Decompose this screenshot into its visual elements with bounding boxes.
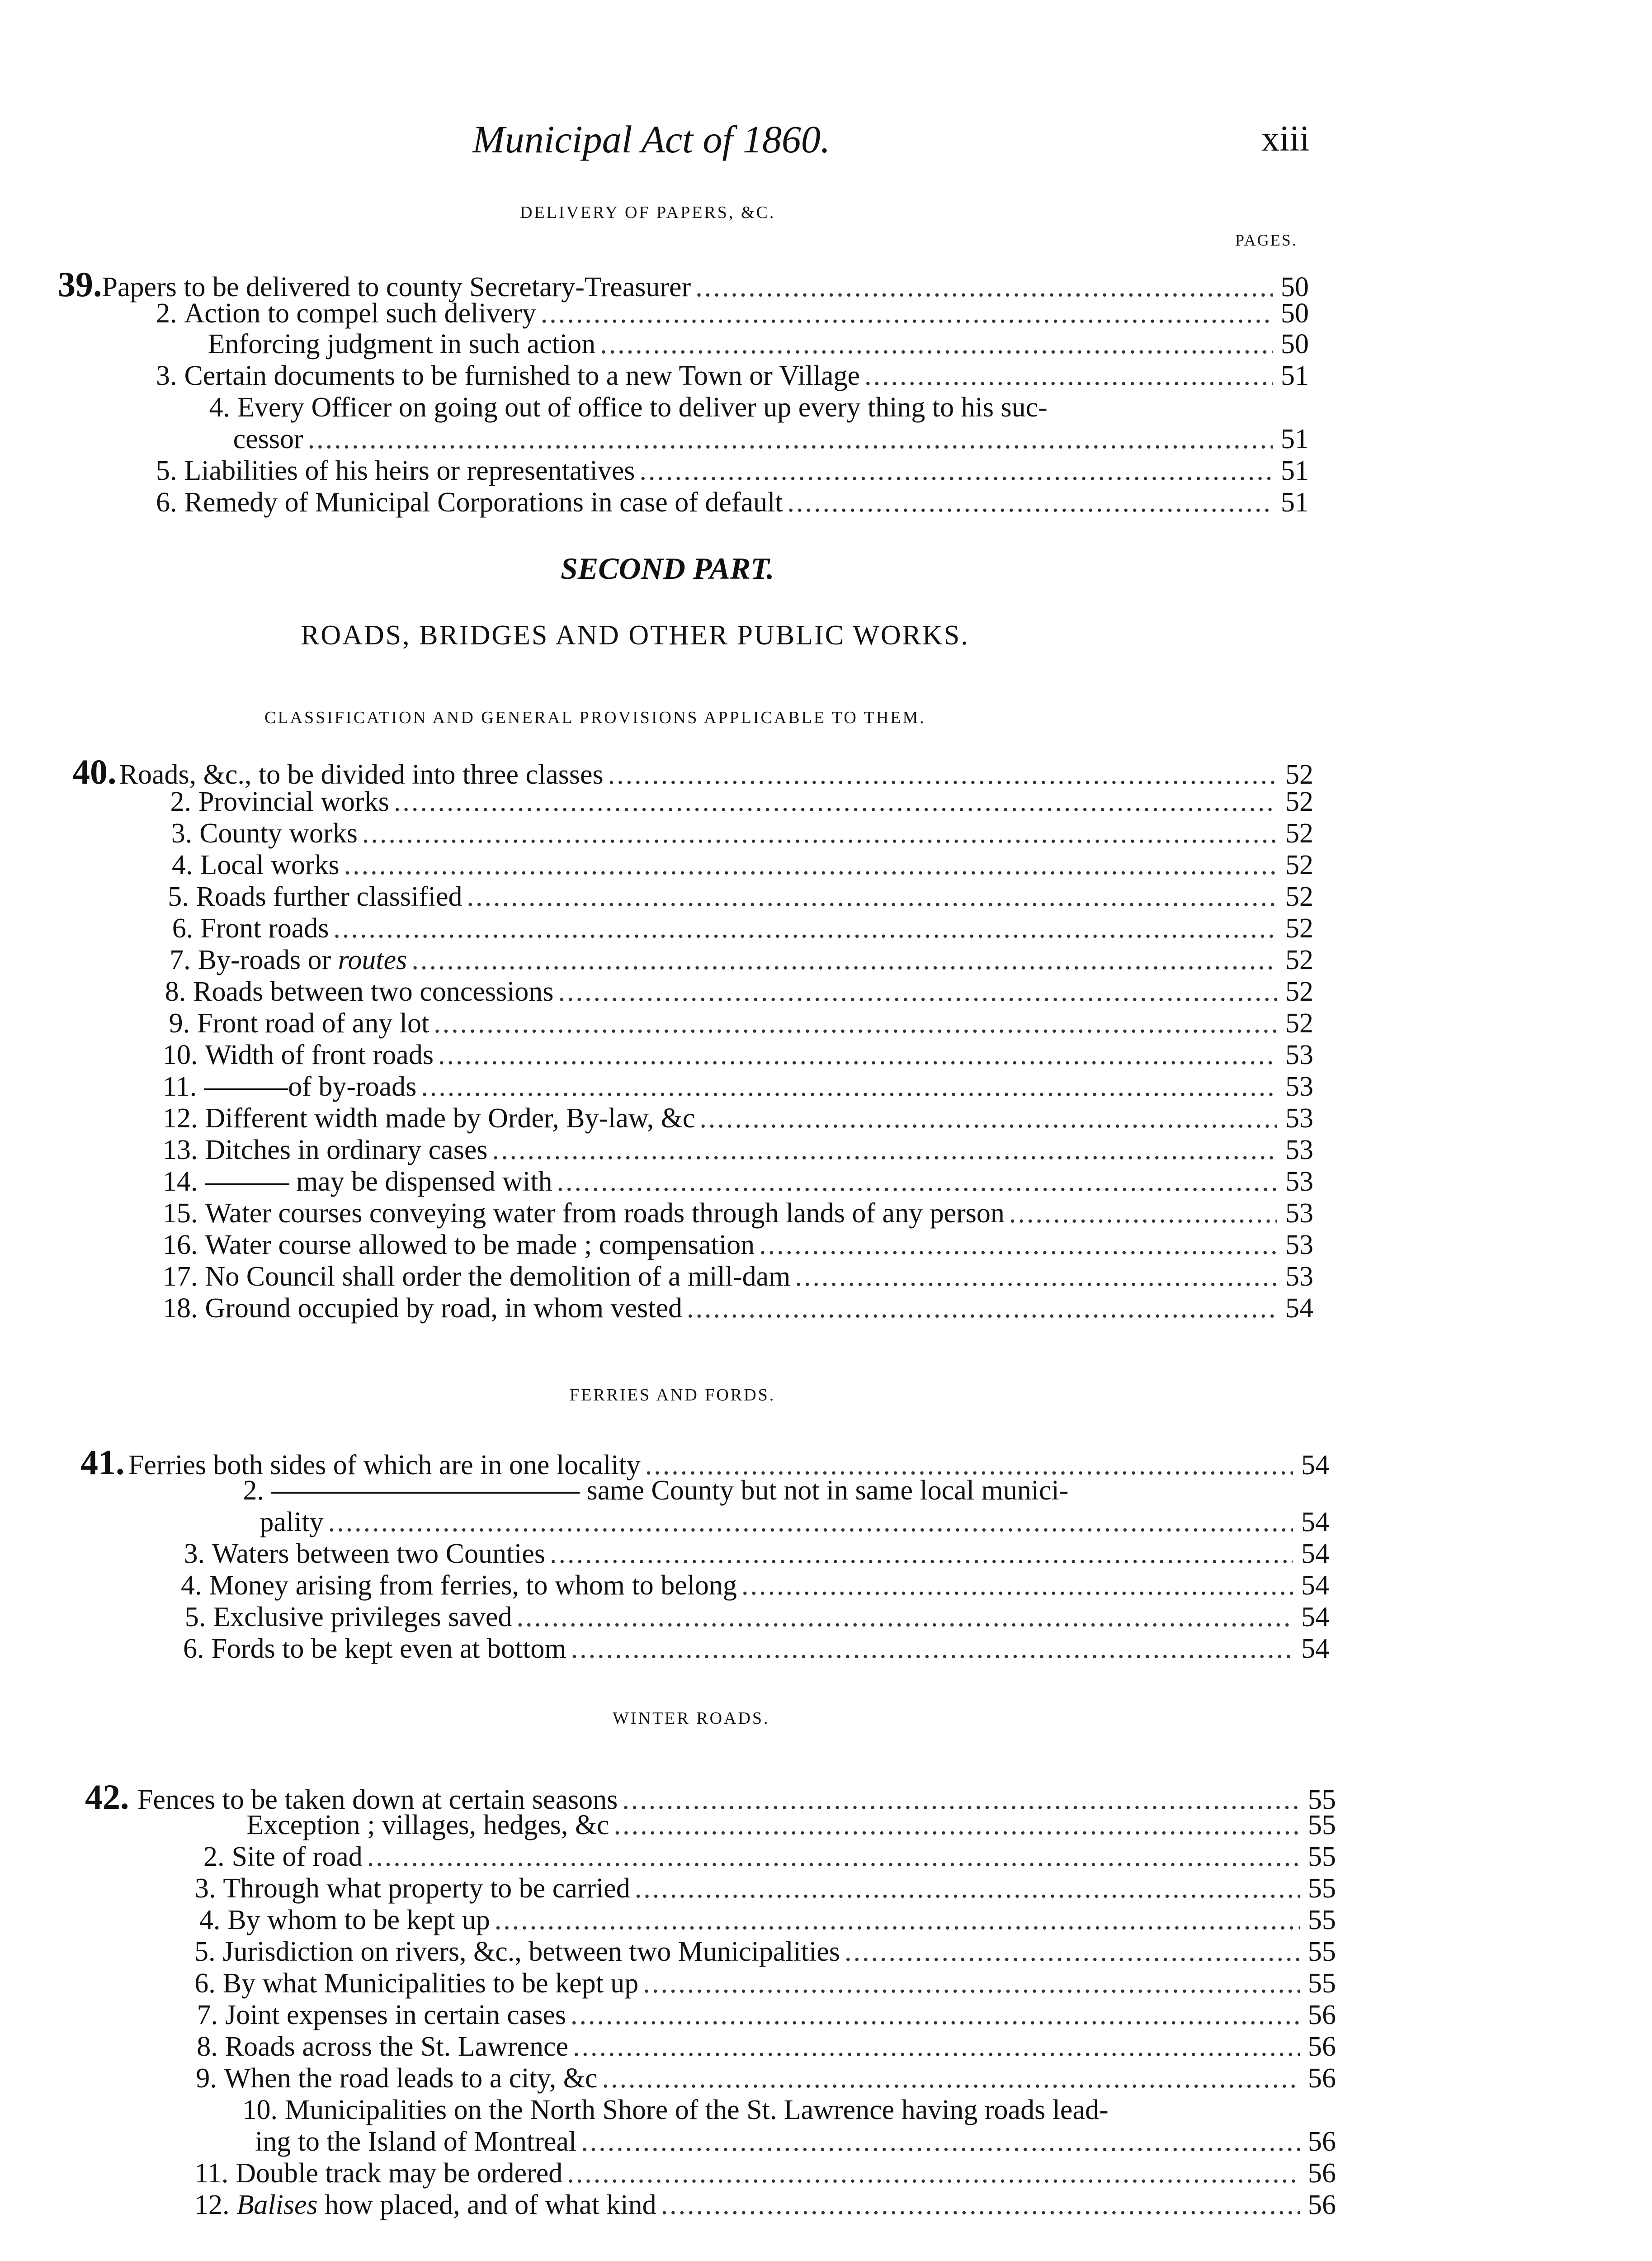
toc-row — [194, 1938, 1336, 1966]
subsection-number: 11. — [194, 2158, 229, 2189]
chapter-title: ROADS, BRIDGES AND OTHER PUBLIC WORKS. — [301, 620, 969, 651]
toc-row — [163, 851, 1313, 879]
leader-dots — [394, 788, 1277, 816]
page-ref: 53 — [1285, 1103, 1313, 1134]
toc-row — [163, 1073, 1313, 1101]
page-ref: 55 — [1308, 1905, 1336, 1935]
subsection-number: 7. — [170, 945, 191, 975]
leader-dots — [608, 761, 1277, 789]
page-ref: 52 — [1285, 1008, 1313, 1039]
section-heading-winter: WINTER ROADS. — [613, 1709, 770, 1728]
page-number: xiii — [1261, 119, 1310, 159]
toc-row — [181, 1508, 1329, 1536]
page-ref: 56 — [1308, 2031, 1336, 2062]
toc-row — [194, 2128, 1336, 2156]
page-ref: 52 — [1285, 945, 1313, 975]
entry-text: Front road of any lot — [197, 1008, 430, 1039]
leader-dots — [614, 1811, 1300, 1839]
leader-dots — [558, 978, 1277, 1006]
leader-dots — [362, 819, 1277, 847]
entry-text: By-roads or routes — [198, 945, 407, 975]
page-ref: 50 — [1281, 329, 1309, 359]
entry-text: Double track may be ordered — [236, 2158, 563, 2189]
toc-row — [163, 914, 1313, 942]
subsection-number: 16. — [163, 1230, 198, 1260]
leader-dots — [467, 883, 1277, 911]
toc-row — [163, 1263, 1313, 1291]
leader-dots — [864, 362, 1273, 390]
entry-text: Roads across the St. Lawrence — [225, 2031, 569, 2062]
entry-text: Ground occupied by road, in whom vested — [205, 1293, 682, 1324]
leader-dots — [344, 851, 1277, 879]
entry-text: County works — [199, 818, 358, 849]
page-ref: 54 — [1301, 1538, 1329, 1569]
entry-text: Ferries both sides of which are in one locality — [128, 1450, 641, 1481]
toc-row — [194, 2033, 1336, 2061]
subsection-number: 3. — [156, 360, 177, 391]
entry-text: Every Officer on going out of office to deliver up every thing to his suc- — [237, 392, 1048, 423]
leader-dots — [600, 330, 1273, 358]
toc-row — [156, 457, 1309, 485]
entry-text: Front roads — [200, 913, 329, 944]
entry-text: Through what property to be carried — [223, 1873, 630, 1904]
entry-text: Roads further classified — [196, 881, 463, 912]
subsection-number: 12. — [163, 1103, 198, 1134]
section-heading-classification: CLASSIFICATION AND GENERAL PROVISIONS APPLICABLE TO THEM. — [264, 708, 926, 727]
entry-text: Roads between two concessions — [193, 976, 554, 1007]
subsection-number: 6. — [172, 913, 194, 944]
page-ref: 53 — [1285, 1071, 1313, 1102]
subsection-number: 2. — [203, 1841, 225, 1872]
entry-text: Balises how placed, and of what kind — [236, 2190, 656, 2220]
subsection-number: 6. — [156, 487, 177, 518]
section-heading-ferries: FERRIES AND FORDS. — [570, 1386, 776, 1405]
page-ref: 52 — [1285, 759, 1313, 790]
toc-row — [163, 1041, 1313, 1069]
toc-row — [163, 883, 1313, 911]
toc-row — [194, 1906, 1336, 1934]
subsection-number: 6. — [194, 1968, 216, 1999]
leader-dots — [541, 299, 1273, 327]
subsection-number: 5. — [168, 881, 189, 912]
toc-row — [156, 425, 1309, 453]
leader-dots — [602, 2064, 1300, 2092]
entry-text: cessor — [233, 424, 303, 454]
page-ref: 53 — [1285, 1166, 1313, 1197]
subsection-number: 4. — [209, 392, 230, 423]
subsection-number: 3. — [194, 1873, 216, 1904]
page-ref: 56 — [1308, 2190, 1336, 2220]
subsection-number: 13. — [163, 1135, 198, 1165]
leader-dots — [795, 1263, 1277, 1291]
entry-text: By whom to be kept up — [227, 1905, 490, 1935]
toc-row — [163, 1136, 1313, 1164]
subsection-number: 2. — [170, 786, 191, 817]
entry-text: Site of road — [231, 1841, 363, 1872]
section-number: 40. — [72, 752, 117, 791]
leader-dots — [571, 1635, 1293, 1663]
page-ref: 56 — [1308, 2063, 1336, 2094]
leader-dots — [661, 2191, 1300, 2219]
subsection-number: 8. — [197, 2031, 218, 2062]
page-ref: 51 — [1281, 424, 1309, 454]
leader-dots — [759, 1231, 1277, 1259]
entry-text: Jurisdiction on rivers, &c., between two Municipalities — [222, 1936, 840, 1967]
entry-text: ———of by-roads — [204, 1071, 417, 1102]
toc-row — [194, 1969, 1336, 1997]
entry-text: Enforcing judgment in such action — [208, 329, 596, 359]
leader-dots — [788, 488, 1273, 516]
leader-dots — [1009, 1199, 1277, 1227]
subsection-number: 5. — [156, 455, 177, 486]
entry-text: Liabilities of his heirs or representatives — [184, 455, 635, 486]
leader-dots — [573, 2033, 1300, 2061]
leader-dots — [328, 1508, 1293, 1536]
entry-text: Width of front roads — [205, 1040, 434, 1070]
leader-dots — [643, 1969, 1300, 1997]
section-number: 39. — [58, 265, 102, 304]
subsection-number: 4. — [171, 850, 193, 880]
entry-text: Certain documents to be furnished to a new Town or Village — [184, 360, 860, 391]
section-number: 41. — [80, 1443, 125, 1482]
page-ref: 56 — [1308, 2000, 1336, 2030]
leader-dots — [434, 1009, 1277, 1037]
toc-row — [163, 1231, 1313, 1259]
leader-dots — [516, 1603, 1293, 1631]
entry-text: ——————————— same County but not in same local munici- — [271, 1475, 1069, 1506]
subsection-number: 7. — [197, 2000, 218, 2030]
leader-dots — [411, 946, 1277, 974]
subsection-number: 3. — [184, 1538, 205, 1569]
entry-text: By what Municipalities to be kept up — [222, 1968, 639, 1999]
entry-text: Money arising from ferries, to whom to belong — [209, 1570, 737, 1601]
toc-row — [58, 267, 1309, 302]
toc-row — [181, 1476, 1329, 1504]
page-ref: 53 — [1285, 1230, 1313, 1260]
subsection-number: 6. — [183, 1633, 204, 1664]
subsection-number: 2. — [243, 1475, 264, 1506]
subsection-number: 5. — [184, 1602, 206, 1632]
toc-row — [156, 488, 1309, 516]
entry-text: Papers to be delivered to county Secretary-Treasurer — [102, 272, 691, 303]
entry-text: Fords to be kept even at bottom — [211, 1633, 566, 1664]
page-ref: 55 — [1308, 1784, 1336, 1815]
entry-text: Water course allowed to be made ; compensation — [205, 1230, 755, 1260]
leader-dots — [741, 1571, 1293, 1599]
entry-text: Waters between two Counties — [212, 1538, 546, 1569]
toc-row — [163, 819, 1313, 847]
leader-dots — [308, 425, 1273, 453]
toc-row — [181, 1635, 1329, 1663]
leader-dots — [438, 1041, 1277, 1069]
leader-dots — [622, 1786, 1300, 1814]
leader-dots — [421, 1073, 1277, 1101]
subsection-number: 14. — [163, 1166, 198, 1197]
subsection-number: 18. — [163, 1293, 198, 1324]
leader-dots — [639, 457, 1273, 485]
subsection-number: 4. — [199, 1905, 221, 1935]
toc-row — [194, 1811, 1336, 1839]
entry-text: pality — [260, 1507, 324, 1537]
page-ref: 53 — [1285, 1135, 1313, 1165]
toc-row — [163, 946, 1313, 974]
toc-row — [163, 1104, 1313, 1132]
toc-row — [194, 1874, 1336, 1902]
toc-row — [194, 2159, 1336, 2187]
leader-dots — [367, 1843, 1300, 1871]
leader-dots — [557, 1168, 1277, 1196]
toc-row — [163, 788, 1313, 816]
entry-text: No Council shall order the demolition of a mill-dam — [205, 1261, 791, 1292]
toc-row — [163, 1294, 1313, 1322]
page-ref: 56 — [1308, 2126, 1336, 2157]
page-ref: 54 — [1301, 1633, 1329, 1664]
page-ref: 52 — [1285, 881, 1313, 912]
subsection-number: 4. — [181, 1570, 202, 1601]
subsection-number: 9. — [196, 2063, 217, 2094]
section-number: 42. — [85, 1777, 129, 1816]
leader-dots — [550, 1540, 1293, 1568]
entry-text: Local works — [200, 850, 340, 880]
subsection-number: 10. — [242, 2095, 278, 2125]
page-ref: 52 — [1285, 850, 1313, 880]
entry-text: Municipalities on the North Shore of the St. Lawrence having roads lead- — [285, 2095, 1109, 2125]
toc-row — [163, 1009, 1313, 1037]
leader-dots — [635, 1874, 1300, 1902]
leader-dots — [581, 2128, 1300, 2156]
entry-text: Different width made by Order, By-law, &c — [205, 1103, 695, 1134]
subsection-number: 9. — [169, 1008, 190, 1039]
subsection-number: 2. — [156, 298, 177, 329]
toc-row — [163, 978, 1313, 1006]
toc-row — [163, 1199, 1313, 1227]
toc-row — [194, 2191, 1336, 2219]
subsection-number: 5. — [194, 1936, 216, 1967]
page-ref: 56 — [1308, 2158, 1336, 2189]
page-ref: 54 — [1285, 1293, 1313, 1324]
entry-text: Remedy of Municipal Corporations in case of default — [184, 487, 783, 518]
toc-row — [156, 299, 1309, 327]
entry-text: Ditches in ordinary cases — [205, 1135, 488, 1165]
entry-text: When the road leads to a city, &c — [224, 2063, 598, 2094]
page-ref: 55 — [1308, 1873, 1336, 1904]
page-ref: 51 — [1281, 360, 1309, 391]
page-ref: 55 — [1308, 1810, 1336, 1840]
page-ref: 53 — [1285, 1198, 1313, 1229]
page-ref: 50 — [1281, 298, 1309, 329]
page-ref: 55 — [1308, 1841, 1336, 1872]
leader-dots — [687, 1294, 1277, 1322]
page-ref: 55 — [1308, 1968, 1336, 1999]
subsection-number: 11. — [163, 1071, 197, 1102]
page-ref: 53 — [1285, 1040, 1313, 1070]
page-ref: 52 — [1285, 786, 1313, 817]
toc-row — [194, 2001, 1336, 2029]
toc-row — [156, 330, 1309, 358]
leader-dots — [699, 1104, 1277, 1132]
entry-text: Fences to be taken down at certain seasons — [137, 1784, 618, 1815]
page-ref: 52 — [1285, 913, 1313, 944]
page-ref: 53 — [1285, 1261, 1313, 1292]
toc-row — [194, 2064, 1336, 2092]
page-ref: 51 — [1281, 487, 1309, 518]
toc-row — [163, 1168, 1313, 1196]
subsection-number: 12. — [194, 2190, 230, 2220]
page-ref: 52 — [1285, 976, 1313, 1007]
page-ref: 51 — [1281, 455, 1309, 486]
leader-dots — [492, 1136, 1277, 1164]
running-head-title: Municipal Act of 1860. — [472, 118, 831, 161]
entry-text: Provincial works — [198, 786, 389, 817]
entry-text: Water courses conveying water from roads through lands of any person — [205, 1198, 1005, 1229]
entry-text: ing to the Island of Montreal — [255, 2126, 577, 2157]
subsection-number: 8. — [165, 976, 186, 1007]
part-title: SECOND PART. — [561, 551, 774, 586]
toc-row — [156, 362, 1309, 390]
subsection-number: 10. — [163, 1040, 198, 1070]
page-ref: 55 — [1308, 1936, 1336, 1967]
subsection-number: 17. — [163, 1261, 198, 1292]
page-ref: 54 — [1301, 1507, 1329, 1537]
toc-row — [156, 393, 1309, 421]
leader-dots — [567, 2159, 1300, 2187]
toc-row — [194, 2096, 1336, 2124]
page-ref: 54 — [1301, 1570, 1329, 1601]
page-ref: 54 — [1301, 1450, 1329, 1481]
leader-dots — [495, 1906, 1300, 1934]
leader-dots — [333, 914, 1277, 942]
section-heading-delivery: DELIVERY OF PAPERS, &C. — [520, 203, 776, 222]
leader-dots — [845, 1938, 1300, 1966]
subsection-number: 3. — [171, 818, 193, 849]
entry-text: Exclusive privileges saved — [213, 1602, 512, 1632]
toc-row — [72, 754, 1313, 790]
page-ref: 54 — [1301, 1602, 1329, 1632]
page-ref: 50 — [1281, 272, 1309, 303]
entry-text: ——— may be dispensed with — [205, 1166, 552, 1197]
page-ref: 52 — [1285, 818, 1313, 849]
toc-row — [181, 1603, 1329, 1631]
subsection-number: 15. — [163, 1198, 198, 1229]
toc-row — [194, 1843, 1336, 1871]
toc-row — [181, 1571, 1329, 1599]
entry-text: Joint expenses in certain cases — [225, 2000, 566, 2030]
leader-dots — [571, 2001, 1300, 2029]
pages-column-label: PAGES. — [1235, 231, 1298, 249]
entry-text: Roads, &c., to be divided into three classes — [119, 759, 604, 790]
entry-text: Action to compel such delivery — [184, 298, 536, 329]
toc-row — [181, 1540, 1329, 1568]
leader-dots — [695, 273, 1273, 301]
entry-text: Exception ; villages, hedges, &c — [246, 1810, 609, 1840]
